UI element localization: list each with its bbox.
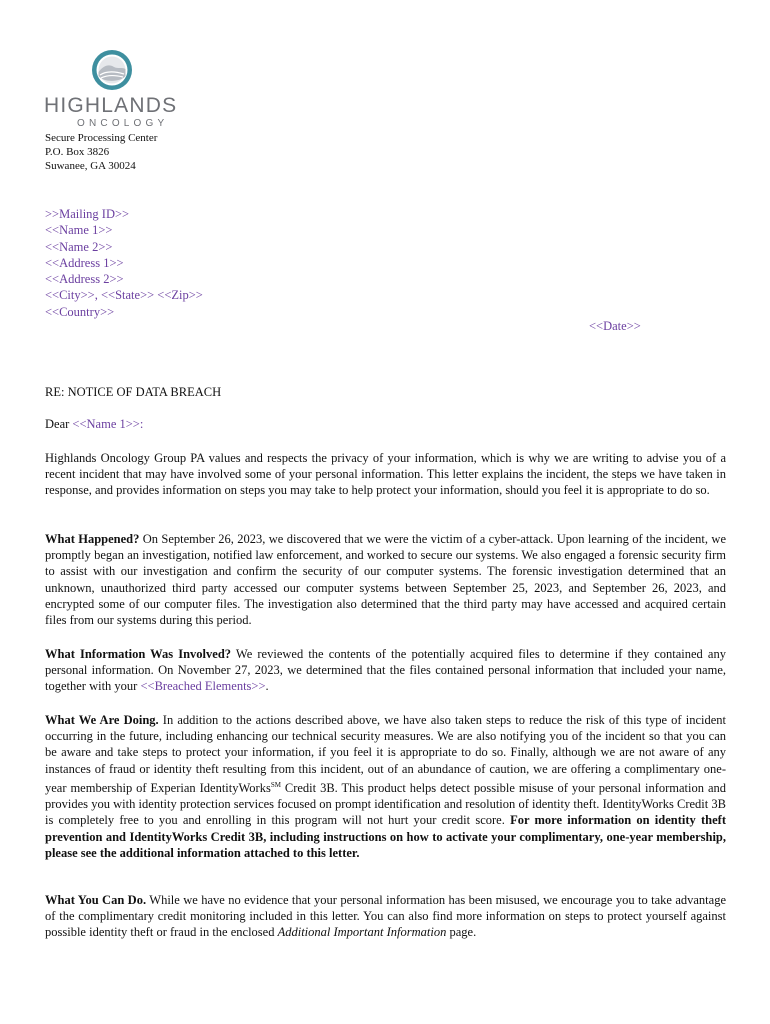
letter-date: <<Date>> [589, 319, 641, 333]
what-happened-heading: What Happened? [45, 532, 140, 546]
recipient-name-2: <<Name 2>> [45, 239, 113, 254]
return-address-line: P.O. Box 3826 [45, 146, 110, 158]
mailing-id: >>Mailing ID>> [45, 207, 130, 221]
return-address-line: Suwanee, GA 30024 [45, 160, 136, 172]
recipient-country: <<Country>> [45, 304, 115, 319]
recipient-address [45, 206, 203, 320]
what-information-paragraph [45, 646, 726, 695]
what-information-heading: What Information Was Involved? [45, 647, 232, 661]
what-you-can-do-end: page. [446, 925, 477, 940]
recipient-name-1: <<Name 1>> [45, 223, 113, 238]
letter-subject: RE: NOTICE OF DATA BREACH [45, 385, 222, 399]
breached-elements-field: <<Breached Elements>> [140, 679, 266, 694]
salutation-name: <<Name 1>>: [72, 417, 144, 431]
what-we-are-doing-bold-note: For more information on identity theft prevention and IdentityWorks Credit 3B, including instructions on how to activate your complimentary, one-year membership, please see the additional information attached to this letter. [45, 813, 726, 860]
salutation-prefix: Dear [45, 417, 73, 431]
additional-info-reference: Additional Important Information [277, 925, 447, 940]
return-address [45, 131, 157, 173]
what-information-text: We reviewed the contents of the potentially acquired files to determine if they contained any personal information. On November 27, 2023, we determined that the files contained personal information that included your name, together with your [45, 647, 726, 694]
salutation [45, 417, 143, 432]
what-we-are-doing-heading: What We Are Doing. [45, 713, 159, 727]
intro-paragraph: Highlands Oncology Group PA values and respects the privacy of your information, which is why we are writing to advise you of a recent incident that may have involved some of your personal information. This letter explains the incident, the steps we have taken in response, and provides information on steps you may take to help protect your information, should you feel it is appropriate to do so. [45, 451, 726, 498]
recipient-address-2: <<Address 2>> [45, 272, 124, 287]
logo-mark-icon [90, 48, 134, 92]
logo-name-text: HIGHLANDS [44, 94, 178, 117]
what-information-end: . [265, 679, 269, 694]
return-address-line: Secure Processing Center [45, 132, 158, 144]
recipient-address-1: <<Address 1>> [45, 255, 124, 270]
what-happened-text: On September 26, 2023, we discovered that we were the victim of a cyber-attack. Upon learning of the incident, we promptly began an investigation, notified law enforcement, and worked to secure our systems. We also engaged a forensic security firm to assist with our investigation and confirm the security of our computer systems. The forensic investigation determined that an unknown, unauthorized third party accessed our computer systems between September 25, 2023, and September 26, 2023, and encrypted some of our computer files. The investigation also determined that the third party may have accessed and acquired certain files from our systems during this period. [45, 532, 726, 628]
what-you-can-do-heading: What You Can Do. [45, 893, 147, 907]
recipient-city-state-zip: <<City>>, <<State>> <<Zip>> [45, 288, 203, 303]
what-we-are-doing-paragraph [45, 712, 726, 861]
what-we-are-doing-text-1: In addition to the actions described above, we have also taken steps to reduce the risk of this type of incident occurring in the future, including enhancing our technical security measures. We are also notifying you of the incident so that you can be aware and take steps to protect your information, if you feel it is appropriate to do so. Finally, although we are not aware of any instances of fraud or identity theft resulting from this incident, out of an abundance of caution, we are offering a complimentary one-year membership of Experian IdentityWorks [45, 713, 726, 795]
highlands-oncology-logo [44, 44, 184, 130]
what-we-are-doing-text-2: Credit 3B. This product helps detect possible misuse of your personal information and provides you with identity protection services focused on prompt identification and resolution of identity theft. IdentityWorks Credit 3B is completely free to you and enrolling in this program will not hurt your credit score. [45, 780, 726, 828]
what-you-can-do-text: While we have no evidence that your personal information has been misused, we encourage you to take advantage of the complimentary credit monitoring included in this letter. You can also find more information on steps to protect yourself against possible identity theft or fraud in the enclosed [45, 893, 726, 940]
service-mark: SM [270, 780, 281, 789]
what-you-can-do-paragraph [45, 892, 726, 941]
what-happened-paragraph [45, 531, 726, 628]
logo-subname-text: ONCOLOGY [77, 118, 169, 129]
